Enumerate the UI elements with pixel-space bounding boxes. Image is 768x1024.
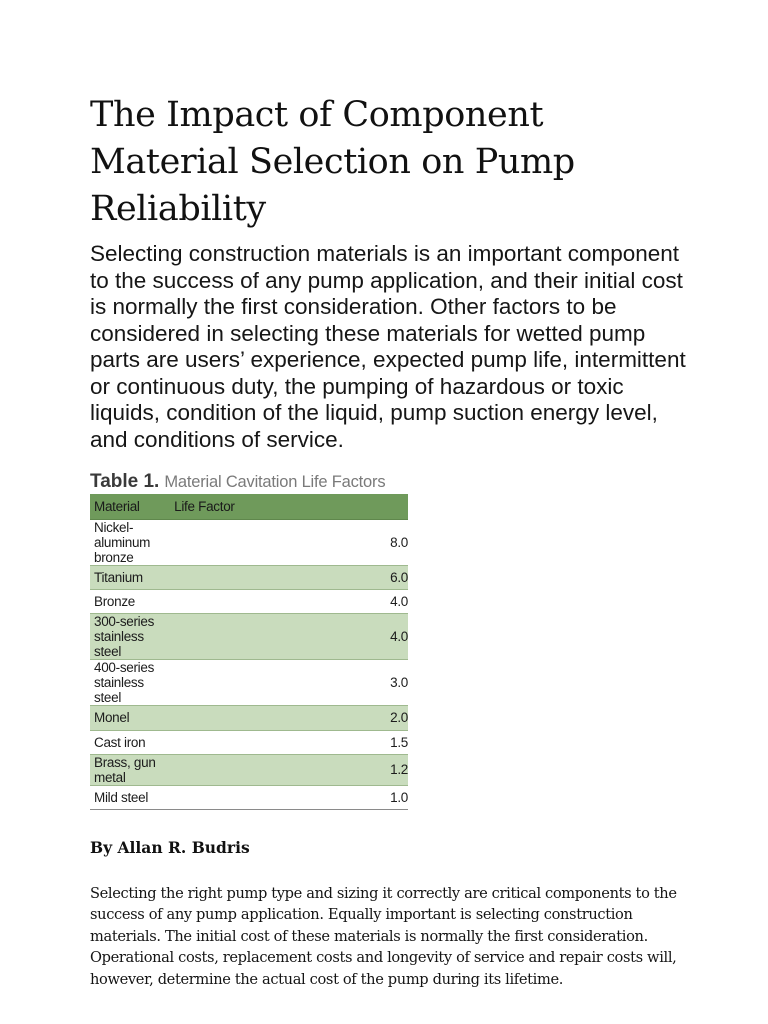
article-lead: Selecting construction materials is an important component to the success of any pump application, and their initial cost is normally the first consideration. Other factors to be considered in selecting these materials for wetted pump parts are users’ experience, expected pump life, intermittent or continuous duty, the pumping of hazardous or toxic liquids, condition of the liquid, pump suction energy level, and conditions of service.: [90, 241, 686, 452]
author-byline: By Allan R. Budris: [90, 837, 250, 857]
cavitation-life-table: [90, 494, 408, 810]
article: [90, 92, 690, 990]
table-row: [90, 730, 408, 754]
table-number: Table 1.: [90, 471, 160, 492]
table-row: [90, 660, 408, 706]
cell-material: Cast iron: [90, 730, 174, 754]
table-row: [90, 590, 408, 614]
table-row: [90, 706, 408, 730]
article-body: Selecting the right pump type and sizing it correctly are critical components to the success of any pump application. Equally important is selecting construction materials. The initial cost of these materials is normally the first consideration. Operational costs, replacement costs and longevity of service and repair costs will, however, determine the actual cost of the pump during its lifetime.: [90, 884, 677, 988]
table-row: [90, 520, 408, 566]
cell-material: Brass, gun metal: [90, 754, 174, 785]
cell-material: Mild steel: [90, 785, 174, 809]
table-row: [90, 785, 408, 809]
header-material: Material: [90, 494, 174, 520]
cell-material: Titanium: [90, 566, 174, 590]
cell-life-factor: 6.0: [174, 566, 408, 590]
cell-life-factor: 1.5: [174, 730, 408, 754]
table-caption: [90, 469, 410, 494]
cell-life-factor: 1.0: [174, 785, 408, 809]
cell-life-factor: 8.0: [174, 520, 408, 566]
table-title: Material Cavitation Life Factors: [164, 473, 386, 491]
cell-material: Nickel-aluminum bronze: [90, 520, 174, 566]
cell-material: Bronze: [90, 590, 174, 614]
cell-material: 300-series stainless steel: [90, 614, 174, 660]
cell-life-factor: 4.0: [174, 614, 408, 660]
cell-material: Monel: [90, 706, 174, 730]
table-row: [90, 566, 408, 590]
cell-material: 400-series stainless steel: [90, 660, 174, 706]
article-title: The Impact of Component Material Selection on Pump Reliability: [90, 95, 575, 229]
header-life-factor: Life Factor: [174, 494, 408, 520]
cell-life-factor: 3.0: [174, 660, 408, 706]
table-row: [90, 754, 408, 785]
cell-life-factor: 2.0: [174, 706, 408, 730]
cell-life-factor: 1.2: [174, 754, 408, 785]
cell-life-factor: 4.0: [174, 590, 408, 614]
table-header-row: [90, 494, 408, 520]
table-figure: [90, 469, 410, 810]
table-row: [90, 614, 408, 660]
